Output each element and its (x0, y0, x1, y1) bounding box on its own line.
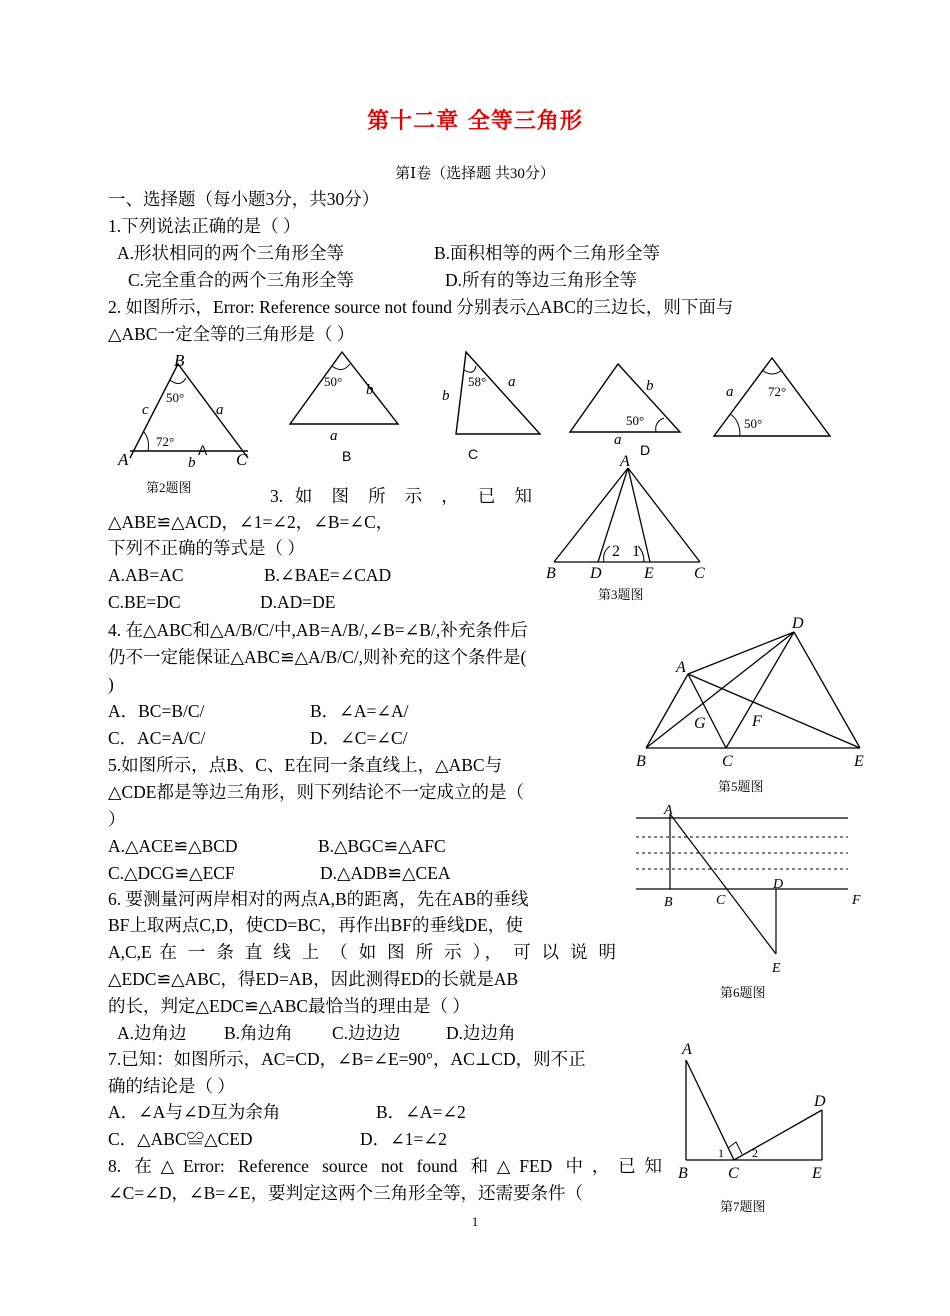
q7-option-b: B．∠A=∠2 (376, 1102, 466, 1122)
q4-stem-line2: 仍不一定能保证△ABC≌△A/B/C/,则补充的这个条件是( (108, 647, 527, 667)
section-heading: 一、选择题（每小题3分，共30分） (108, 189, 380, 209)
q2-e-angle1: 72° (768, 384, 787, 399)
q5-label-d: D (792, 615, 804, 632)
q5-option-b: B.△BGC≌△AFC (318, 836, 446, 856)
q1-option-a: A.形状相同的两个三角形全等 (117, 243, 345, 263)
q3-stem-line2: △ABE≌△ACD，∠1=∠2，∠B=∠C， (108, 512, 394, 532)
q4-option-c: C．AC=A/C/ (108, 728, 206, 748)
q2-e-side1: a (726, 384, 734, 400)
q2-option-c-label: C (468, 446, 479, 462)
q2-c-side2: a (508, 374, 516, 390)
q7-label-c: C (728, 1165, 739, 1182)
q2-option-c-triangle (442, 352, 540, 462)
q4-stem-line3: ) (108, 674, 114, 694)
q5-label-f: F (752, 713, 762, 730)
q5-option-a: A.△ACE≌△BCD (108, 836, 238, 856)
q6-figure-caption: 第6题图 (720, 985, 766, 1000)
q6-stem-line1: 6. 要测量河两岸相对的两点A,B的距离，先在AB的垂线 (108, 889, 529, 909)
q3-stem-line1: 3. 如 图 所 示 ， 已 知 (270, 486, 532, 506)
q2-main-label-b-vertex: B (174, 351, 185, 370)
q3-stem-line3: 下列不正确的等式是（ ） (108, 538, 305, 558)
q6-stem-line2: BF上取两点C,D，使CD=BC，再作出BF的垂线DE，使 (108, 915, 523, 935)
q2-stem-line1: 2. 如图所示，Error: Reference source not found 分别表示△ABC的三边长，则下面与 (108, 297, 734, 317)
q5-label-e: E (854, 753, 864, 770)
q6-label-e: E (772, 961, 781, 976)
q6-option-c: C.边边边 (332, 1023, 401, 1043)
q4-stem-line1: 4. 在△ABC和△A/B/C/中,AB=A/B/,∠B=∠B/,补充条件后 (108, 620, 528, 640)
q2-stem-line2: △ABC一定全等的三角形是（ ） (108, 324, 355, 344)
q2-main-side-b: b (188, 455, 196, 471)
q6-label-b: B (664, 895, 673, 910)
q1-option-c: C.完全重合的两个三角形全等 (128, 270, 355, 290)
q5-label-c: C (722, 753, 733, 770)
q3-option-b: B.∠BAE=∠CAD (264, 565, 392, 585)
q2-option-a-label: A (198, 442, 208, 458)
q7-label-e: E (812, 1165, 822, 1182)
q1-option-b: B.面积相等的两个三角形全等 (434, 243, 661, 263)
q5-stem-line1: 5.如图所示，点B、C、E在同一条直线上，△ABC与 (108, 755, 503, 775)
q3-option-d: D.AD=DE (260, 592, 336, 612)
q2-b-side2: a (330, 428, 338, 444)
q3-label-e: E (644, 565, 654, 582)
q3-label-d: D (590, 565, 602, 582)
q6-option-b: B.角边角 (224, 1023, 293, 1043)
q3-option-a: A.AB=AC (108, 565, 184, 585)
q4-option-d: D．∠C=∠C/ (310, 728, 408, 748)
page-number: 1 (471, 1214, 479, 1229)
q4-option-a: A．BC=B/C/ (108, 701, 205, 721)
q2-main-triangle (117, 351, 248, 471)
q2-option-e-triangle (714, 358, 830, 436)
q5-option-c: C.△DCG≌△ECF (108, 863, 235, 883)
q7-label-a: A (682, 1041, 692, 1058)
q5-figure-caption: 第5题图 (718, 779, 764, 794)
q6-option-d: D.边边角 (446, 1023, 516, 1043)
q4-option-b: B．∠A=∠A/ (310, 701, 409, 721)
q7-label-1: 1 (718, 1146, 724, 1160)
q2-main-label-c-vertex: C (236, 450, 248, 469)
q5-stem-line2: △CDE都是等边三角形，则下列结论不一定成立的是（ (108, 782, 524, 802)
q7-label-d: D (814, 1093, 826, 1110)
q2-main-side-c: c (142, 402, 149, 418)
q7-stem-line2: 确的结论是（ ） (108, 1076, 235, 1096)
q5-stem-line3: ） (108, 809, 126, 829)
q2-d-side2: a (614, 432, 622, 448)
q3-label-1: 1 (632, 543, 640, 560)
q5-option-d: D.△ADB≌△CEA (320, 863, 451, 883)
q8-stem-line1: 8. 在△Error: Reference source not found 和△FED 中，已知 (108, 1156, 662, 1176)
q3-option-c: C.BE=DC (108, 592, 181, 612)
q7-option-d: D．∠1=∠2 (360, 1129, 447, 1149)
q6-label-d: D (773, 877, 784, 892)
q2-b-angle: 50° (324, 374, 343, 389)
q2-option-b-triangle (290, 352, 398, 464)
q8-stem-line2: ∠C=∠D，∠B=∠E，要判定这两个三角形全等，还需要条件（ (108, 1183, 584, 1203)
q3-label-b: B (546, 565, 556, 582)
q2-b-side1: b (366, 382, 374, 398)
q7-figure-caption: 第7题图 (720, 1199, 766, 1214)
q7-option-c: C．△ABC≌△CED (108, 1129, 253, 1149)
q2-d-side1: b (646, 378, 654, 394)
q1-option-d: D.所有的等边三角形全等 (445, 270, 638, 290)
q7-stem-line1: 7.已知：如图所示，AC=CD，∠B=∠E=90°，AC⊥CD，则不正 (108, 1049, 586, 1069)
section-subtitle: 第Ⅰ卷（选择题 共30分） (395, 166, 555, 182)
q6-option-a: A.边角边 (117, 1023, 187, 1043)
q3-label-c: C (694, 565, 705, 582)
q3-figure (540, 452, 720, 582)
q2-c-side1: b (442, 388, 450, 404)
q5-label-a: A (676, 659, 686, 676)
q6-stem-line5: 的长，判定△EDC≌△ABC最恰当的理由是（ ） (108, 996, 470, 1016)
q6-stem-line4: △EDC≌△ABC，得ED=AB，因此测得ED的长就是AB (108, 969, 519, 989)
q2-main-label-a-vertex: A (118, 450, 129, 469)
q6-label-a: A (664, 803, 673, 818)
q7-label-2: 2 (752, 1146, 758, 1160)
q5-label-g: G (694, 715, 706, 732)
q3-figure-caption: 第3题图 (598, 587, 644, 602)
q2-d-angle: 50° (626, 413, 645, 428)
page-title: 第十二章 全等三角形 (367, 109, 583, 134)
q2-c-angle: 58° (468, 374, 487, 389)
q2-option-d-triangle (570, 364, 680, 458)
q2-figure (108, 348, 848, 473)
q2-figure-caption: 第2题图 (146, 480, 192, 495)
q2-option-d-label: D (640, 442, 651, 458)
q2-main-side-a: a (216, 402, 224, 418)
q6-stem-line3: A,C,E 在 一 条 直 线 上 （ 如 图 所 示 ）， 可 以 说 明 (108, 942, 616, 962)
q6-figure (630, 800, 870, 980)
q6-label-c: C (716, 893, 726, 908)
q1-stem: 1.下列说法正确的是（ ） (108, 216, 301, 236)
q3-label-a: A (620, 453, 630, 470)
q6-label-f: F (852, 893, 861, 908)
q2-e-angle2: 50° (744, 416, 763, 431)
q2-option-b-label: B (342, 448, 352, 464)
q7-label-b: B (678, 1165, 688, 1182)
q2-main-angle-b: 50° (166, 390, 185, 405)
q2-main-angle-a: 72° (156, 434, 175, 449)
q5-figure (630, 610, 870, 775)
q7-figure (670, 1036, 840, 1186)
q3-label-2: 2 (612, 543, 620, 560)
q7-option-a: A．∠A与∠D互为余角 (108, 1102, 281, 1122)
q5-label-b: B (636, 753, 646, 770)
